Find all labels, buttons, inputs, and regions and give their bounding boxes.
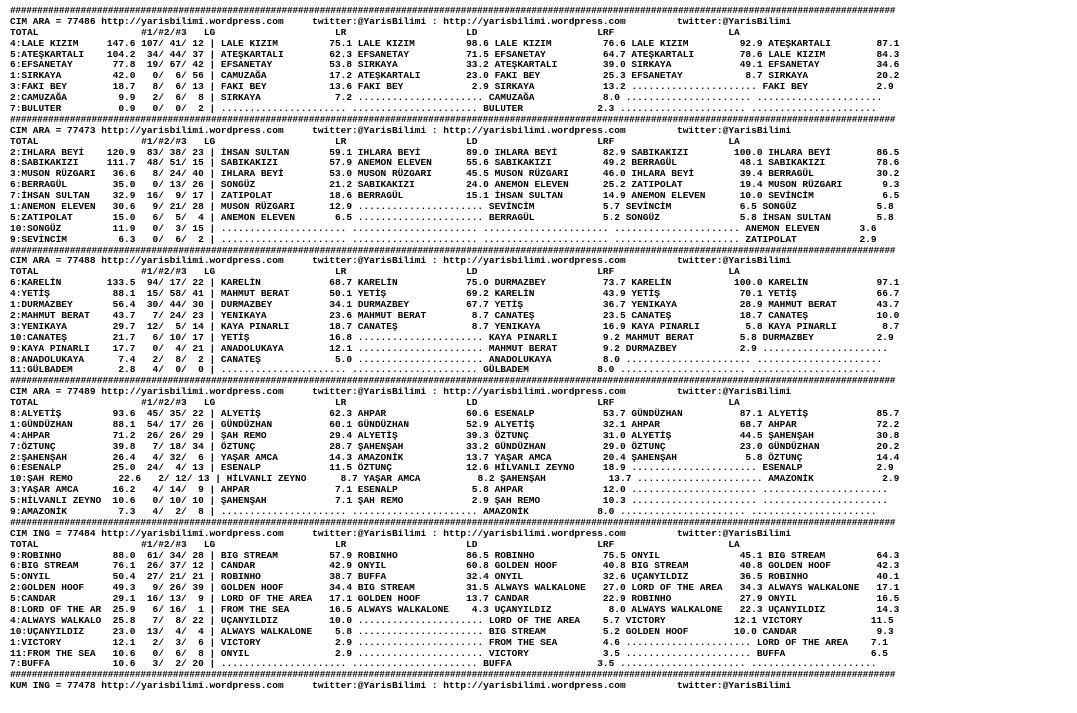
table-row: 8:LORD OF THE AR 25.9 6/ 16/ 1 | FROM THE SEA 16.5 ALWAYS WALKALONE 4.3 UÇANYILDIZ 8.0 ALWAYS WALKALONE 22.3 UÇANYILDIZ 14.3	[10, 603, 900, 615]
table-row: 6:EFSANETAY 77.8 19/ 67/ 42 | EFSANETAY 53.8 SIRKAYA 33.2 ATEŞKARTALI 39.0 SIRKAYA 49.1 EFSANETAY 34.6	[10, 59, 900, 71]
separator-line: ###################################################################################################################################################################	[10, 5, 896, 16]
table-row: 2:IHLARA BEYİ 120.9 83/ 38/ 23 | İHSAN SULTAN 59.1 IHLARA BEYİ 89.0 IHLARA BEYİ 82.9 SABIKAKIZI 100.0 IHLARA BEYİ 86.5	[10, 146, 900, 158]
table-row: 6:ESENALP 25.0 24/ 4/ 13 | ESENALP 11.5 ÖZTUNÇ 12.6 HİLVANLI ZEYNO 18.9 ...................... ESENALP 2.9	[10, 462, 894, 474]
column-header-line: TOTAL #1/#2/#3 LG LR LD LRF LA	[10, 397, 740, 409]
table-row: 5:ZATIPOLAT 15.0 6/ 5/ 4 | ANEMON ELEVEN 6.5 ...................... BERRAGÜL 5.2 SONGÜZ 5.8 İHSAN SULTAN 5.8	[10, 211, 894, 223]
separator-line: ###################################################################################################################################################################	[10, 113, 896, 125]
column-header-line: TOTAL #1/#2/#3 LG LR LD LRF LA	[10, 538, 740, 550]
table-row: 10:CANATEŞ 21.7 6/ 10/ 17 | YETİŞ 16.8 ...................... KAYA PINARLI 9.2 MAHMUT BERAT 5.8 DURMAZBEY 2.9	[10, 331, 894, 343]
table-row: 8:ALYETİŞ 93.6 45/ 35/ 22 | ALYETİŞ 62.3 AHPAR 60.6 ESENALP 53.7 GÜNDÜZHAN 87.1 ALYETİŞ 85.7	[10, 407, 900, 419]
table-row: 3:YAŞAR AMCA 16.2 4/ 14/ 9 | AHPAR 7.1 ESENALP 5.8 AHPAR 12.0 ...................... ......................	[10, 484, 888, 496]
table-row: 1:ANEMON ELEVEN 30.6 9/ 21/ 28 | MUSON RÜZGARI 12.9 ...................... SEVİNCİM 5.7 SEVİNCİM 6.5 SONGÜZ 5.8	[10, 201, 894, 213]
table-row: 5:HİLVANLI ZEYNO 10.6 0/ 10/ 10 | ŞAHENŞAH 7.1 ŞAH REMO 2.9 ŞAH REMO 10.3 ...................... ......................	[10, 495, 888, 507]
table-row: 1:DURMAZBEY 56.4 30/ 44/ 30 | DURMAZBEY 34.1 DURMAZBEY 67.7 YETİŞ 36.7 YENIKAYA 28.9 MAHMUT BERAT 43.7	[10, 299, 900, 311]
table-row: 1:VICTORY 12.1 2/ 3/ 6 | VICTORY 2.9 ...................... FROM THE SEA 4.6 ...................... LORD OF THE AREA 7.1	[10, 636, 888, 648]
race-header-line: CIM ARA = 77488 http://yarisbilimi.wordpress.com twitter:@YarisBilimi : http://yarisbilimi.wordpress.com twitter:@YarisBilimi	[10, 255, 792, 267]
table-row: 9:SEVİNCİM 6.3 0/ 6/ 2 | ...................... ...................... ...................... ...................... ZATIPOLAT 2.9	[10, 233, 877, 245]
table-row: 3:YENIKAYA 29.7 12/ 5/ 14 | KAYA PINARLI 18.7 CANATEŞ 8.7 YENIKAYA 16.9 KAYA PINARLI 5.8 KAYA PINARLI 8.7	[10, 320, 900, 332]
table-row: 5:ONYIL 50.4 27/ 21/ 21 | ROBINHO 38.7 BUFFA 32.4 ONYIL 32.6 UÇANYILDIZ 36.5 ROBINHO 40.1	[10, 571, 900, 583]
table-row: 4:YETİŞ 88.1 15/ 58/ 41 | MAHMUT BERAT 50.1 YETİŞ 69.2 KARELİN 43.9 YETİŞ 70.1 YETİŞ 66.7	[10, 288, 900, 300]
table-row: 2:CAMUZAĞA 9.9 2/ 6/ 8 | SIRKAYA 7.2 ...................... CAMUZAĞA 8.0 ...................... ......................	[10, 92, 883, 104]
table-row: 11:GÜLBADEM 2.8 4/ 0/ 0 | ...................... ...................... GÜLBADEM 8.0 ...................... ......................	[10, 364, 877, 376]
table-row: 4:AHPAR 71.2 26/ 26/ 29 | ŞAH REMO 29.4 ALYETİŞ 39.3 ÖZTUNÇ 31.0 ALYETİŞ 44.5 ŞAHENŞAH 30.8	[10, 429, 900, 441]
table-row: 2:ŞAHENŞAH 26.4 4/ 32/ 6 | YAŞAR AMCA 14.3 AMAZONİK 13.7 YAŞAR AMCA 20.4 ŞAHENŞAH 5.8 ÖZTUNÇ 14.4	[10, 451, 900, 463]
table-row: 7:ÖZTUNÇ 39.8 7/ 18/ 34 | ÖZTUNÇ 28.7 ŞAHENŞAH 33.2 GÜNDÜZHAN 29.0 ÖZTUNÇ 23.0 GÜNDÜZHAN 20.2	[10, 440, 900, 452]
column-header-line: TOTAL #1/#2/#3 LG LR LD LRF LA	[10, 266, 740, 278]
separator-line: ###################################################################################################################################################################	[10, 244, 896, 256]
table-row: 2:MAHMUT BERAT 43.7 7/ 24/ 23 | YENIKAYA 23.6 MAHMUT BERAT 8.7 CANATEŞ 23.5 CANATEŞ 18.7 CANATEŞ 10.0	[10, 309, 900, 321]
table-row: 9:AMAZONİK 7.3 4/ 2/ 8 | ...................... ...................... AMAZONİK 8.0 ...................... ......................	[10, 505, 877, 517]
race-header-line: CIM ARA = 77486 http://yarisbilimi.wordpress.com twitter:@YarisBilimi : http://yarisbilimi.wordpress.com twitter:@YarisBilimi	[10, 15, 792, 27]
table-row: 6:KARELİN 133.5 94/ 17/ 22 | KARELİN 68.7 KARELİN 75.0 DURMAZBEY 73.7 KARELİN 100.0 KARELİN 97.1	[10, 277, 900, 289]
separator-line: ###################################################################################################################################################################	[10, 669, 896, 681]
table-row: 4:LALE KIZIM 147.6 107/ 41/ 12 | LALE KIZIM 75.1 LALE KIZIM 98.6 LALE KIZIM 76.6 LALE KIZIM 92.9 ATEŞKARTALI 87.1	[10, 37, 900, 49]
race-header-line: KUM ING = 77478 http://yarisbilimi.wordpress.com twitter:@YarisBilimi : http://yarisbilimi.wordpress.com twitter:@YarisBilimi	[10, 680, 792, 692]
race-header-line: CIM ARA = 77489 http://yarisbilimi.wordpress.com twitter:@YarisBilimi : http://yarisbilimi.wordpress.com twitter:@YarisBilimi	[10, 386, 792, 398]
table-row: 7:BULUTER 0.9 0/ 0/ 2 | ...................... ...................... BULUTER 2.3 ...................... ......................	[10, 103, 877, 115]
column-header-line: TOTAL #1/#2/#3 LG LR LD LRF LA	[10, 26, 740, 38]
table-row: 9:KAYA PINARLI 17.7 0/ 4/ 21 | ANADOLUKAYA 12.1 ...................... MAHMUT BERAT 9.2 DURMAZBEY 2.9 ......................	[10, 342, 888, 354]
race-header-line: CIM ARA = 77473 http://yarisbilimi.wordpress.com twitter:@YarisBilimi : http://yarisbilimi.wordpress.com twitter:@YarisBilimi	[10, 124, 792, 136]
table-row: 1:SIRKAYA 42.0 0/ 6/ 56 | CAMUZAĞA 17.2 ATEŞKARTALI 23.0 FAKI BEY 25.3 EFSANETAY 8.7 SIRKAYA 20.2	[10, 70, 900, 82]
table-row: 3:FAKI BEY 18.7 8/ 6/ 13 | FAKI BEY 13.6 FAKI BEY 2.9 SIRKAYA 13.2 ...................... FAKI BEY 2.9	[10, 81, 894, 93]
table-row: 1:GÜNDÜZHAN 88.1 54/ 17/ 26 | GÜNDÜZHAN 60.1 GÜNDÜZHAN 52.9 ALYETİŞ 32.1 AHPAR 68.7 AHPAR 72.2	[10, 418, 900, 430]
table-row: 2:GOLDEN HOOF 49.3 9/ 26/ 39 | GOLDEN HOOF 34.4 BIG STREAM 31.5 ALWAYS WALKALONE 27.0 LORD OF THE AREA 34.3 ALWAYS WALKALONE 17.1	[10, 582, 900, 594]
table-row: 7:İHSAN SULTAN 32.9 16/ 9/ 17 | ZATIPOLAT 18.6 BERRAGÜL 15.1 İHSAN SULTAN 14.9 ANEMON ELEVEN 10.0 SEVİNCİM 6.5	[10, 190, 900, 202]
table-row: 8:ANADOLUKAYA 7.4 2/ 8/ 2 | CANATEŞ 5.0 ...................... ANADOLUKAYA 8.0 ...................... ......................	[10, 353, 883, 365]
table-row: 7:BUFFA 10.6 3/ 2/ 20 | ...................... ...................... BUFFA 3.5 ...................... ......................	[10, 658, 877, 670]
separator-line: ###################################################################################################################################################################	[10, 516, 896, 528]
table-row: 11:FROM THE SEA 10.6 0/ 6/ 8 | ONYIL 2.9 ...................... VICTORY 3.5 ...................... BUFFA 6.5	[10, 647, 888, 659]
table-row: 10:UÇANYILDIZ 23.0 13/ 4/ 4 | ALWAYS WALKALONE 5.8 ...................... BIG STREAM 5.2 GOLDEN HOOF 10.0 CANDAR 9.3	[10, 625, 894, 637]
column-header-line: TOTAL #1/#2/#3 LG LR LD LRF LA	[10, 135, 740, 147]
table-row: 10:SONGÜZ 11.9 0/ 3/ 15 | ...................... ...................... ...................... ...................... ANEMON ELEVEN 3.6	[10, 222, 877, 234]
table-row: 10:ŞAH REMO 22.6 2/ 12/ 13 | HİLVANLI ZEYNO 8.7 YAŞAR AMCA 8.2 ŞAHENŞAH 13.7 ...................... AMAZONİK 2.9	[10, 473, 900, 485]
table-row: 8:SABIKAKIZI 111.7 48/ 51/ 15 | SABIKAKIZI 57.9 ANEMON ELEVEN 55.6 SABIKAKIZI 49.2 BERRAGÜL 48.1 SABIKAKIZI 78.6	[10, 157, 900, 169]
race-header-line: CIM ING = 77484 http://yarisbilimi.wordpress.com twitter:@YarisBilimi : http://yarisbilimi.wordpress.com twitter:@YarisBilimi	[10, 527, 792, 539]
table-row: 9:ROBINHO 88.0 61/ 34/ 28 | BIG STREAM 57.9 ROBINHO 86.5 ROBINHO 75.5 ONYIL 45.1 BIG STREAM 64.3	[10, 549, 900, 561]
table-row: 3:MUSON RÜZGARI 36.6 8/ 24/ 40 | IHLARA BEYİ 53.0 MUSON RÜZGARI 45.5 MUSON RÜZGARI 46.0 IHLARA BEYİ 39.4 BERRAGÜL 30.2	[10, 168, 900, 180]
separator-line: ###################################################################################################################################################################	[10, 375, 896, 387]
table-row: 6:BIG STREAM 76.1 26/ 37/ 12 | CANDAR 42.9 ONYIL 60.8 GOLDEN HOOF 40.8 BIG STREAM 40.8 GOLDEN HOOF 42.3	[10, 560, 900, 572]
table-row: 5:ATEŞKARTALI 104.2 34/ 44/ 37 | ATEŞKARTALI 62.3 EFSANETAY 71.5 EFSANETAY 64.7 ATEŞKARTALI 78.6 LALE KIZIM 84.3	[10, 48, 900, 60]
table-row: 5:CANDAR 29.1 16/ 13/ 9 | LORD OF THE AREA 17.1 GOLDEN HOOF 13.7 CANDAR 22.9 ROBINHO 27.9 ONYIL 16.5	[10, 593, 900, 605]
table-row: 4:ALWAYS WALKALO 25.8 7/ 8/ 22 | UÇANYILDIZ 10.0 ...................... LORD OF THE AREA 5.7 VICTORY 12.1 VICTORY 11.5	[10, 614, 894, 626]
table-row: 6:BERRAGÜL 35.0 0/ 13/ 26 | SONGÜZ 21.2 SABIKAKIZI 24.0 ANEMON ELEVEN 25.2 ZATIPOLAT 19.4 MUSON RÜZGARI 9.3	[10, 179, 900, 191]
